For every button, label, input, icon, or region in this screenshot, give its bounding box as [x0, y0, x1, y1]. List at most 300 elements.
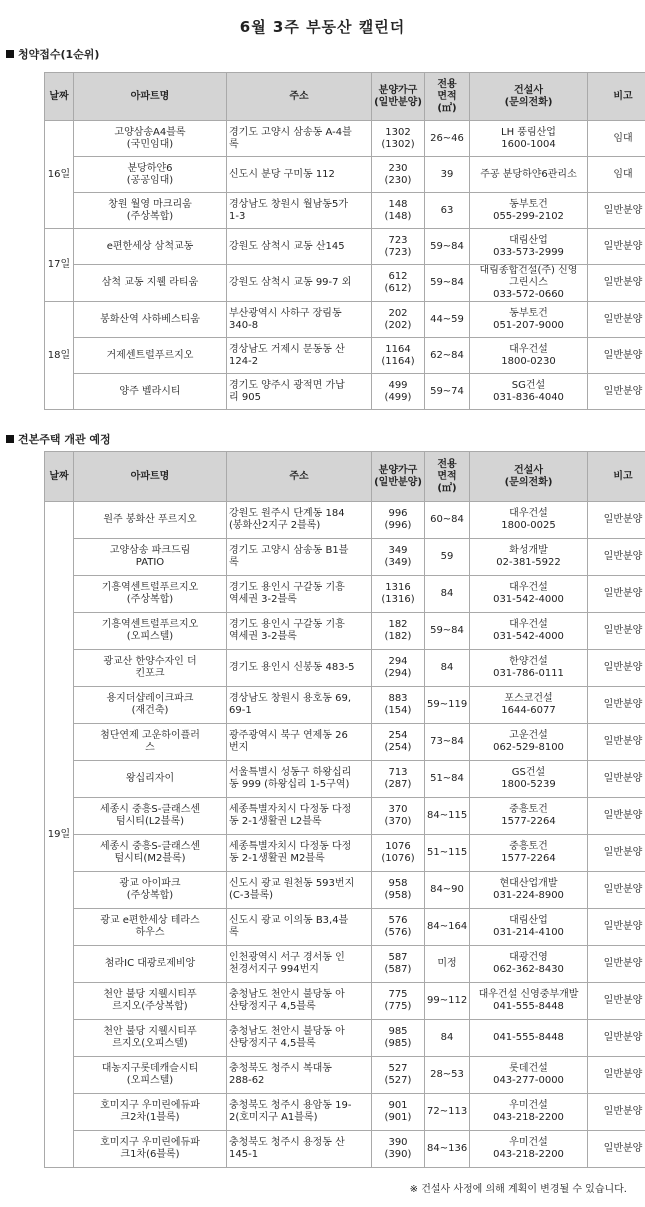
units-line: 349	[388, 545, 408, 556]
builder-line: 041-555-8448	[493, 1032, 564, 1043]
area-line: 59	[440, 551, 454, 562]
apt-cell	[74, 1020, 227, 1057]
note-line: 일반분양	[603, 1143, 643, 1154]
note-line: 일반분양	[603, 736, 643, 747]
units-cell	[372, 798, 425, 835]
builder-cell	[470, 946, 588, 983]
builder-cell	[470, 1131, 588, 1168]
note-line: 일반분양	[603, 385, 643, 397]
note-line: 일반분양	[603, 625, 643, 636]
header-row	[45, 452, 645, 502]
addr-line: 경기도 용인시 구갈동 기흥	[229, 619, 345, 630]
apt-line: 기흥역센트럴푸르지오	[101, 619, 199, 630]
addr-cell	[227, 502, 372, 539]
table-row	[45, 761, 645, 798]
addr-line: 경상남도 창원시 용호동 69,	[229, 693, 352, 704]
addr-line: 동 2-1생활권 L2블록	[229, 816, 322, 827]
header-units-line: 분양가구	[378, 464, 418, 476]
header-units	[372, 452, 425, 502]
area-cell	[425, 909, 470, 946]
note-cell	[588, 761, 645, 798]
units-cell	[372, 983, 425, 1020]
builder-cell	[470, 724, 588, 761]
apt-line: 용지더샵레이크파크	[106, 693, 194, 704]
units-cell	[372, 576, 425, 613]
units-line: (612)	[384, 283, 412, 294]
units-cell	[372, 502, 425, 539]
units-line: (527)	[384, 1075, 412, 1086]
units-line: (287)	[384, 779, 412, 790]
addr-line: 충청남도 천안시 불당동 아	[229, 989, 345, 1000]
builder-line: 031-224-8900	[493, 890, 564, 901]
addr-line: 신도시 광교 원천동 593번지	[229, 878, 355, 889]
addr-line: 록	[229, 557, 239, 568]
addr-cell	[227, 539, 372, 576]
area-line: 59~84	[430, 625, 464, 636]
note-line: 일반분양	[603, 1106, 643, 1117]
units-line: 576	[388, 915, 408, 926]
addr-cell	[227, 338, 372, 374]
units-line: (390)	[384, 1149, 412, 1160]
units-line: 713	[388, 767, 408, 778]
apt-cell	[74, 1131, 227, 1168]
builder-line: 대우건설	[509, 343, 548, 355]
units-cell	[372, 1094, 425, 1131]
builder-line: 중흥토건	[509, 841, 548, 852]
table-row	[45, 872, 645, 909]
units-line: 527	[388, 1063, 408, 1074]
builder-line: 043-277-0000	[493, 1075, 564, 1086]
builder-line: 대우건설 신영중부개발	[478, 989, 579, 1000]
builder-line: 한양건설	[509, 656, 548, 667]
note-cell	[588, 1020, 645, 1057]
units-cell	[372, 539, 425, 576]
builder-cell	[470, 761, 588, 798]
addr-line: 신도시 분당 구미동 112	[229, 168, 335, 180]
note-line: 일반분양	[603, 699, 643, 710]
header-apt-line: 아파트명	[130, 470, 170, 482]
area-cell	[425, 302, 470, 338]
addr-cell	[227, 1020, 372, 1057]
builder-line: GS건설	[511, 767, 546, 778]
table-row	[45, 338, 645, 374]
addr-cell	[227, 872, 372, 909]
subscription-table	[44, 72, 645, 410]
addr-line: 강원도 삼척시 교동 산145	[229, 240, 345, 252]
addr-line: 288-62	[229, 1075, 265, 1086]
apt-line: 호미지구 우미린에듀파	[100, 1137, 200, 1148]
addr-line: 산탕정지구 4,5블록	[229, 1001, 316, 1012]
units-cell	[372, 872, 425, 909]
units-cell	[372, 724, 425, 761]
section-heading-subscription	[6, 46, 99, 62]
addr-cell	[227, 983, 372, 1020]
addr-line: 1-3	[229, 210, 246, 222]
builder-line: 그린시스	[509, 277, 548, 288]
addr-cell	[227, 193, 372, 229]
area-line: 84	[440, 588, 454, 599]
area-cell	[425, 576, 470, 613]
header-note	[588, 73, 645, 121]
builder-line: 대광건영	[509, 952, 548, 963]
area-line: 44~59	[430, 313, 464, 325]
builder-cell	[470, 872, 588, 909]
builder-cell	[470, 121, 588, 157]
area-line: 84~90	[430, 884, 464, 895]
apt-line: (주상복합)	[126, 210, 174, 222]
apt-cell	[74, 229, 227, 265]
builder-line: 주공 분당하얀6관리소	[480, 168, 577, 180]
addr-cell	[227, 157, 372, 193]
apt-cell	[74, 265, 227, 302]
builder-line: 포스코건설	[504, 693, 553, 704]
apt-line: (국민임대)	[126, 138, 174, 150]
apt-line: 대농지구롯데캐슬시티	[101, 1063, 199, 1074]
table-row	[45, 302, 645, 338]
page-title: 6월 3주 부동산 캘린더	[239, 18, 406, 36]
addr-line: (봉화산2지구 2블록)	[229, 520, 321, 531]
note-line: 임대	[613, 168, 633, 180]
apt-line: 킨포크	[135, 668, 165, 679]
section-title: 견본주택 개관 예정	[18, 433, 111, 446]
apt-cell	[74, 909, 227, 946]
addr-cell	[227, 724, 372, 761]
units-line: 254	[388, 730, 408, 741]
units-line: (349)	[384, 557, 412, 568]
apt-cell	[74, 650, 227, 687]
table-row	[45, 121, 645, 157]
header-area-line: (㎡)	[437, 102, 457, 114]
units-cell	[372, 265, 425, 302]
table-row	[45, 613, 645, 650]
addr-line: 충청남도 천안시 불당동 아	[229, 1026, 345, 1037]
builder-line: 대림종합건설(주) 신영	[479, 265, 578, 276]
addr-line: 천경서지구 994번지	[229, 964, 319, 975]
addr-line: 경기도 고양시 삼송동 A-4블	[229, 126, 352, 138]
apt-cell	[74, 613, 227, 650]
apt-line: 고양삼송A4블록	[114, 126, 186, 138]
addr-line: 번지	[229, 742, 249, 753]
table-row	[45, 265, 645, 302]
units-line: 370	[388, 804, 408, 815]
units-line: 958	[388, 878, 408, 889]
header-area-line: 전용	[437, 458, 457, 470]
builder-line: 중흥토건	[509, 804, 548, 815]
apt-cell	[74, 157, 227, 193]
area-line: 84	[440, 662, 454, 673]
units-cell	[372, 193, 425, 229]
apt-cell	[74, 983, 227, 1020]
area-cell	[425, 502, 470, 539]
area-cell	[425, 835, 470, 872]
builder-line: 041-555-8448	[493, 1001, 564, 1012]
apt-cell	[74, 1094, 227, 1131]
units-cell	[372, 157, 425, 193]
area-line: 84	[440, 1032, 454, 1043]
addr-cell	[227, 302, 372, 338]
header-addr	[227, 452, 372, 502]
units-line: 499	[388, 379, 408, 391]
area-line: 63	[440, 204, 454, 216]
units-line: 148	[388, 198, 408, 210]
units-line: 1164	[385, 343, 411, 355]
units-line: (958)	[384, 890, 412, 901]
apt-line: 첨라IC 대광로제비앙	[104, 958, 196, 969]
area-cell	[425, 1057, 470, 1094]
header-builder-line: (문의전화)	[504, 476, 553, 488]
units-cell	[372, 1057, 425, 1094]
area-line: 84~164	[427, 921, 468, 932]
area-cell	[425, 983, 470, 1020]
table-row	[45, 576, 645, 613]
area-cell	[425, 724, 470, 761]
apt-cell	[74, 576, 227, 613]
note-line: 일반분양	[603, 204, 643, 216]
apt-line: 광교 e편한세상 테라스	[100, 915, 200, 926]
units-cell	[372, 338, 425, 374]
builder-cell	[470, 157, 588, 193]
table-row	[45, 724, 645, 761]
addr-line: 동 2-1생활권 M2블록	[229, 853, 325, 864]
apt-cell	[74, 193, 227, 229]
units-line: (576)	[384, 927, 412, 938]
area-cell	[425, 229, 470, 265]
builder-line: 대우건설	[509, 508, 548, 519]
builder-line: 031-542-4000	[493, 631, 564, 642]
apt-cell	[74, 374, 227, 410]
apt-line: (공공임대)	[126, 174, 174, 186]
note-line: 일반분양	[603, 884, 643, 895]
builder-cell	[470, 1057, 588, 1094]
units-cell	[372, 613, 425, 650]
builder-line: 051-207-9000	[493, 319, 564, 331]
header-builder	[470, 452, 588, 502]
apt-line: 양주 벨라시티	[119, 385, 181, 397]
builder-line: LH 풍림산업	[501, 126, 556, 138]
addr-cell	[227, 229, 372, 265]
model-house-table	[44, 451, 645, 1168]
table-row	[45, 983, 645, 1020]
area-cell	[425, 872, 470, 909]
apt-line: 광교 아이파크	[119, 878, 181, 889]
builder-cell	[470, 539, 588, 576]
apt-line: 원주 봉화산 푸르지오	[103, 514, 197, 525]
apt-cell	[74, 338, 227, 374]
header-units-line: 분양가구	[378, 84, 418, 96]
note-line: 일반분양	[603, 921, 643, 932]
units-cell	[372, 650, 425, 687]
addr-line: 역세권 3-2블록	[229, 631, 297, 642]
section-heading-model-house	[6, 431, 111, 447]
header-area	[425, 452, 470, 502]
units-line: 612	[388, 271, 408, 282]
addr-line: 역세권 3-2블록	[229, 594, 297, 605]
units-line: 230	[388, 162, 408, 174]
addr-cell	[227, 613, 372, 650]
addr-line: 경기도 고양시 삼송동 B1블	[229, 545, 349, 556]
apt-cell	[74, 1057, 227, 1094]
note-line: 일반분양	[603, 313, 643, 325]
apt-line: (오피스텔)	[126, 1075, 174, 1086]
apt-line: (재건축)	[131, 705, 169, 716]
area-cell	[425, 193, 470, 229]
apt-line: 호미지구 우미린에듀파	[100, 1100, 200, 1111]
area-line: 84~136	[427, 1143, 468, 1154]
area-cell	[425, 539, 470, 576]
builder-line: 롯데건설	[509, 1063, 548, 1074]
area-cell	[425, 1131, 470, 1168]
addr-cell	[227, 761, 372, 798]
builder-line: 우미건설	[509, 1137, 548, 1148]
header-builder-line: 건설사	[514, 84, 543, 96]
units-line: (1302)	[381, 138, 415, 150]
builder-line: 대우건설	[509, 619, 548, 630]
units-cell	[372, 761, 425, 798]
addr-cell	[227, 650, 372, 687]
apt-line: 르지오(오피스텔)	[112, 1038, 188, 1049]
note-cell	[588, 798, 645, 835]
units-cell	[372, 835, 425, 872]
area-cell	[425, 613, 470, 650]
builder-cell	[470, 576, 588, 613]
apt-line: 봉화산역 사하베스티움	[100, 313, 200, 325]
units-cell	[372, 121, 425, 157]
area-line: 59~84	[430, 277, 464, 288]
table-row	[45, 1057, 645, 1094]
area-line: 99~112	[427, 995, 468, 1006]
builder-line: 1577-2264	[501, 853, 556, 864]
addr-cell	[227, 687, 372, 724]
builder-cell	[470, 1020, 588, 1057]
builder-line: 1644-6077	[501, 705, 556, 716]
area-line: 59~84	[430, 240, 464, 252]
units-line: (1076)	[381, 853, 415, 864]
units-line: (499)	[384, 391, 412, 403]
addr-cell	[227, 946, 372, 983]
area-line: 51~115	[427, 847, 468, 858]
header-apt	[74, 452, 227, 502]
header-apt	[74, 73, 227, 121]
table-row	[45, 687, 645, 724]
area-line: 59~74	[430, 385, 464, 397]
units-cell	[372, 302, 425, 338]
area-line: 39	[440, 168, 454, 180]
header-apt-line: 아파트명	[130, 90, 170, 102]
builder-line: 현대산업개발	[499, 878, 558, 889]
apt-cell	[74, 946, 227, 983]
builder-line: 1577-2264	[501, 816, 556, 827]
addr-line: 부산광역시 사하구 장림동	[229, 307, 342, 319]
section-title: 청약접수(1순위)	[18, 48, 100, 61]
builder-cell	[470, 798, 588, 835]
units-line: (230)	[384, 174, 412, 186]
builder-line: 1800-0025	[501, 520, 556, 531]
apt-cell	[74, 761, 227, 798]
note-cell	[588, 872, 645, 909]
builder-cell	[470, 193, 588, 229]
header-units-line: (일반분양)	[374, 96, 422, 108]
units-cell	[372, 1131, 425, 1168]
apt-cell	[74, 724, 227, 761]
note-cell	[588, 1094, 645, 1131]
units-line: (1316)	[381, 594, 415, 605]
apt-line: 텀시티(L2블록)	[115, 816, 185, 827]
builder-line: SG건설	[511, 379, 546, 391]
apt-line: 천안 불당 지웰시티푸	[103, 989, 197, 1000]
units-line: (1164)	[381, 355, 415, 367]
addr-line: 서울특별시 성동구 하왕십리	[229, 767, 352, 778]
addr-line: 145-1	[229, 1149, 259, 1160]
units-cell	[372, 946, 425, 983]
builder-line: 우미건설	[509, 1100, 548, 1111]
apt-cell	[74, 502, 227, 539]
addr-line: (C-3블록)	[229, 890, 274, 901]
addr-cell	[227, 265, 372, 302]
note-line: 일반분양	[603, 277, 643, 288]
area-line: 62~84	[430, 349, 464, 361]
date-cell: 16일	[45, 121, 74, 229]
area-line: 51~84	[430, 773, 464, 784]
addr-line: 세종특별자치시 다정동 다정	[229, 841, 352, 852]
note-line: 일반분양	[603, 773, 643, 784]
square-bullet-icon	[6, 50, 14, 58]
area-cell	[425, 761, 470, 798]
apt-line: 크1차(6블록)	[120, 1149, 180, 1160]
addr-line: 경기도 용인시 신봉동 483-5	[229, 662, 355, 673]
note-cell	[588, 687, 645, 724]
header-area-line: 전용	[437, 78, 457, 90]
note-cell	[588, 539, 645, 576]
builder-cell	[470, 374, 588, 410]
units-line: (154)	[384, 705, 412, 716]
addr-line: 2(호미지구 A1블록)	[229, 1112, 318, 1123]
units-line: (723)	[384, 246, 412, 258]
apt-cell	[74, 835, 227, 872]
units-line: (182)	[384, 631, 412, 642]
addr-line: 록	[229, 927, 239, 938]
units-line: 587	[388, 952, 408, 963]
builder-line: 062-529-8100	[493, 742, 564, 753]
apt-line: 삼척 교동 지웰 라티움	[101, 277, 199, 288]
addr-line: 강원도 원주시 단계동 184	[229, 508, 345, 519]
area-cell	[425, 157, 470, 193]
header-addr-line: 주소	[289, 90, 309, 102]
apt-line: e편한세상 삼척교동	[106, 240, 194, 252]
note-cell	[588, 835, 645, 872]
header-builder-line: (문의전화)	[504, 96, 553, 108]
builder-cell	[470, 909, 588, 946]
apt-line: 광교산 한양수자인 더	[103, 656, 197, 667]
apt-line: 세종시 중흥S-클래스센	[99, 804, 201, 815]
addr-line: 세종특별자치시 다정동 다정	[229, 804, 352, 815]
apt-line: 스	[145, 742, 155, 753]
apt-line: 천안 불당 지웰시티푸	[103, 1026, 197, 1037]
addr-line: 리 905	[229, 391, 261, 403]
note-line: 일반분양	[603, 1069, 643, 1080]
note-line: 일반분양	[603, 1032, 643, 1043]
apt-line: 기흥역센트럴푸르지오	[101, 582, 199, 593]
area-cell	[425, 798, 470, 835]
header-note-line: 비고	[613, 470, 633, 482]
area-line: 26~46	[430, 132, 464, 144]
units-line: (901)	[384, 1112, 412, 1123]
note-cell	[588, 1131, 645, 1168]
addr-cell	[227, 1131, 372, 1168]
addr-cell	[227, 1057, 372, 1094]
addr-line: 충청북도 청주시 용정동 산	[229, 1137, 345, 1148]
apt-line: 크2차(1블록)	[120, 1112, 180, 1123]
builder-cell	[470, 502, 588, 539]
